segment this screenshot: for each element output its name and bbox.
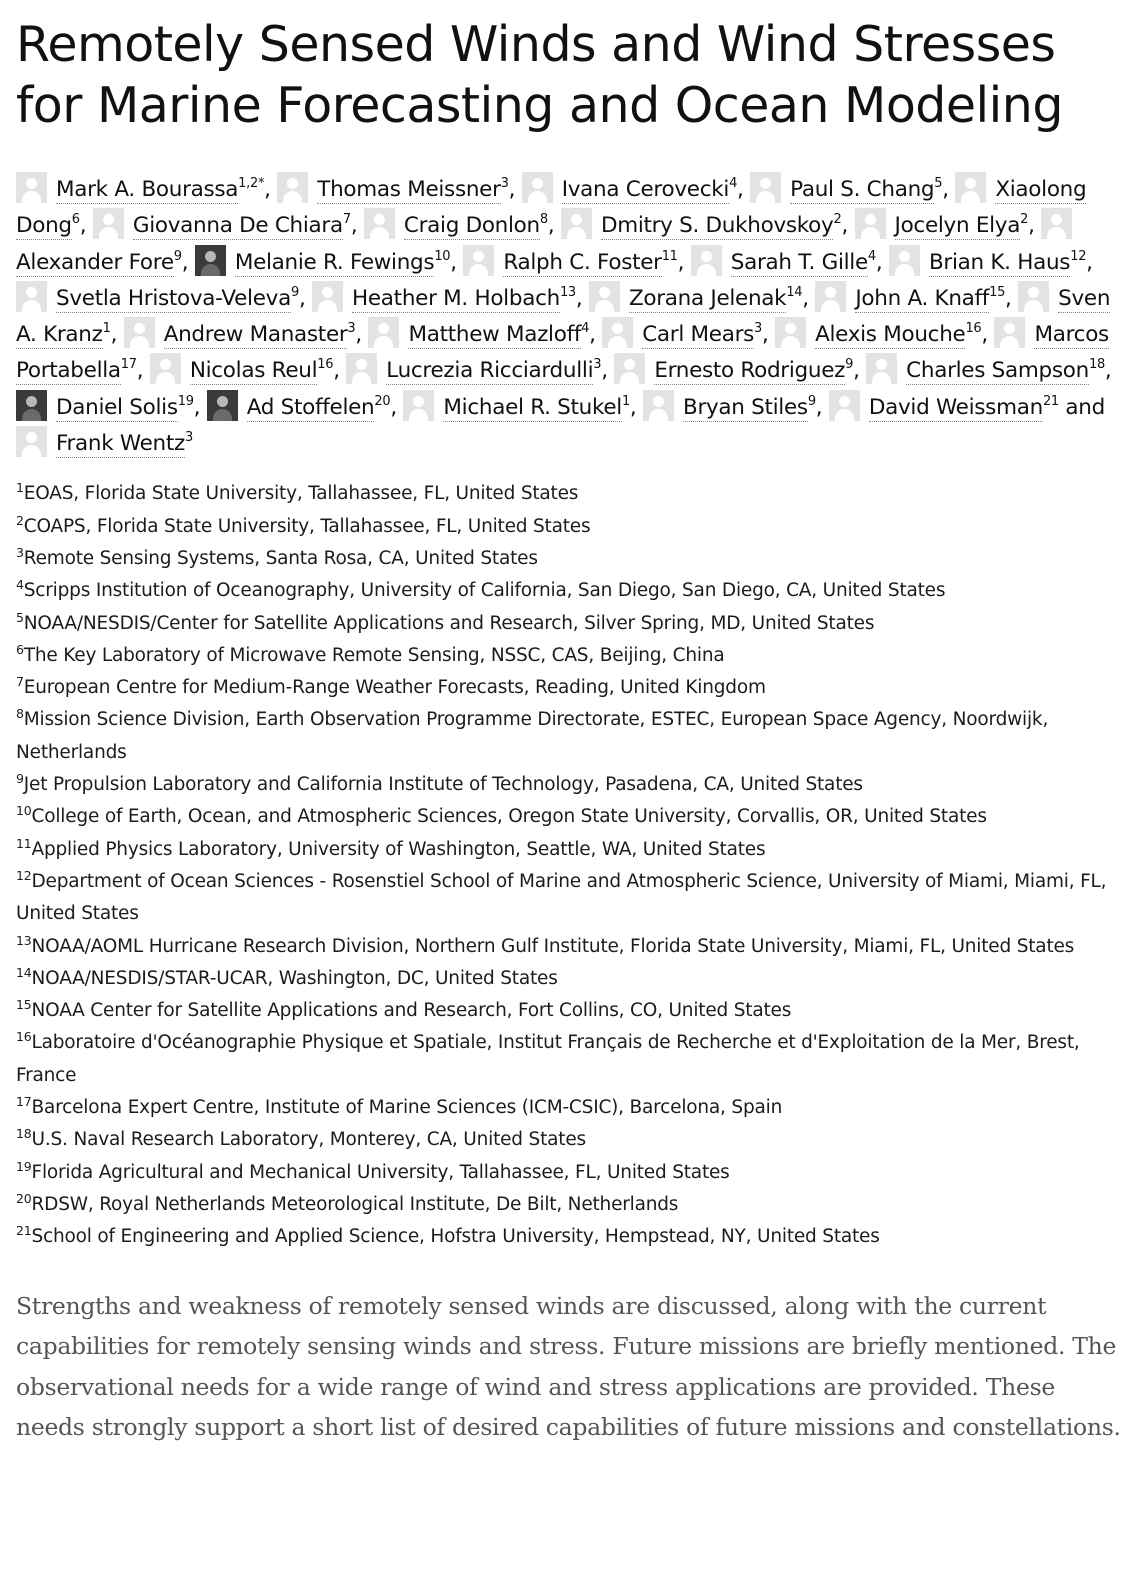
- author-affiliation-mark: 3: [500, 176, 509, 191]
- avatar-placeholder-icon[interactable]: [150, 353, 181, 384]
- affiliation-number: 16: [16, 1029, 32, 1045]
- author-affiliation-mark: 15: [989, 284, 1006, 300]
- avatar-placeholder-icon[interactable]: [643, 390, 674, 421]
- author-entry: [150, 358, 346, 383]
- author-separator: ,: [110, 322, 124, 348]
- avatar-placeholder-icon[interactable]: [16, 281, 47, 312]
- avatar-placeholder-icon[interactable]: [866, 353, 897, 384]
- affiliation-text: European Centre for Medium-Range Weather Forecasts, Reading, United Kingdom: [23, 677, 766, 699]
- author-separator: ,: [390, 394, 404, 420]
- author-entry: [16, 286, 312, 311]
- affiliation-item: [16, 704, 1124, 769]
- avatar-placeholder-icon[interactable]: [994, 317, 1025, 348]
- avatar-placeholder-icon[interactable]: [346, 353, 377, 384]
- affiliation-item: [16, 931, 1124, 963]
- affiliation-number: 2: [16, 512, 24, 528]
- author-entry: [16, 177, 277, 202]
- author-separator: ,: [1104, 358, 1112, 384]
- author-entry: [750, 177, 955, 202]
- author-name-link[interactable]: John A. Knaff: [855, 285, 990, 311]
- affiliation-item: [16, 1124, 1124, 1156]
- author-separator: ,: [942, 177, 956, 202]
- affiliation-number: 20: [16, 1190, 32, 1206]
- author-separator: ,: [841, 213, 855, 239]
- affiliation-number: 6: [16, 641, 24, 657]
- affiliation-text: NOAA Center for Satellite Applications and Research, Fort Collins, CO, United States: [31, 1000, 792, 1022]
- author-separator: ,: [737, 177, 751, 202]
- affiliation-item: [16, 866, 1124, 931]
- affiliation-number: 19: [16, 1158, 32, 1174]
- author-separator: ,: [802, 285, 816, 311]
- author-name-link[interactable]: Giovanna De Chiara: [132, 213, 343, 239]
- affiliation-text: Department of Ocean Sciences - Rosenstiel School of Marine and Atmospheric Science, University of Miami, Miami, FL, United States: [16, 870, 1107, 925]
- avatar-placeholder-icon[interactable]: [1041, 208, 1072, 239]
- affiliation-number: 3: [16, 544, 24, 560]
- author-affiliation-mark: 8: [539, 212, 548, 228]
- author-separator: ,: [136, 358, 150, 384]
- author-affiliation-mark: 4: [581, 321, 590, 337]
- author-entry: [346, 358, 614, 383]
- author-separator: ,: [333, 358, 347, 384]
- avatar-placeholder-icon[interactable]: [403, 390, 434, 421]
- author-entry: [889, 250, 1093, 275]
- author-affiliation-mark: 3: [185, 430, 193, 446]
- author-entry: [312, 286, 589, 311]
- affiliation-item: [16, 672, 1124, 704]
- affiliation-number: 12: [16, 867, 32, 883]
- author-separator: ,: [547, 213, 561, 239]
- avatar-placeholder-icon[interactable]: [829, 390, 860, 421]
- affiliation-text: Florida Agricultural and Mechanical University, Tallahassee, FL, United States: [31, 1161, 730, 1183]
- author-affiliation-mark: 9: [290, 284, 299, 300]
- author-separator: ,: [981, 322, 995, 348]
- author-entry: [866, 358, 1111, 383]
- author-affiliation-mark: 2: [1020, 212, 1029, 228]
- affiliation-item: [16, 834, 1124, 866]
- author-entry: [643, 395, 829, 420]
- author-affiliation-mark: 4: [867, 248, 876, 264]
- affiliation-number: 17: [16, 1094, 32, 1110]
- avatar-placeholder-icon[interactable]: [463, 245, 494, 276]
- affiliation-number: 1: [16, 480, 24, 496]
- affiliation-number: 4: [16, 577, 24, 593]
- author-name-link[interactable]: Svetla Hristova-Veleva: [56, 285, 291, 311]
- author-entry: [589, 286, 815, 311]
- abstract: Strengths and weakness of remotely sensed winds are discussed, along with the current capabilities for remotely sensing winds and stress. Future missions are briefly mentioned. The observational needs for a wide range of wind and stress applications are provided. These needs strongly support a short list of desired capabilities of future missions and constellations.: [16, 1291, 1121, 1441]
- author-affiliation-mark: 9: [807, 393, 816, 409]
- author-separator: ,: [264, 177, 278, 202]
- author-separator: ,: [1086, 249, 1093, 275]
- author-separator: ,: [1005, 285, 1019, 311]
- author-name-link[interactable]: Charles Sampson: [906, 358, 1089, 384]
- author-name-link[interactable]: Sven A. Kranz: [16, 285, 1111, 348]
- author-name-link[interactable]: Alexis Mouche: [815, 322, 966, 348]
- author-entry: [561, 213, 855, 238]
- affiliation-item: [16, 963, 1124, 995]
- affiliation-item: [16, 1092, 1124, 1124]
- author-entry: [522, 177, 750, 202]
- affiliation-text: Remote Sensing Systems, Santa Rosa, CA, United States: [23, 547, 538, 569]
- avatar-placeholder-icon[interactable]: [16, 426, 47, 457]
- author-name-link[interactable]: Heather M. Holbach: [352, 285, 560, 311]
- affiliation-number: 21: [16, 1223, 32, 1239]
- affiliation-number: 14: [16, 964, 32, 980]
- author-affiliation-mark: 1: [102, 321, 111, 337]
- affiliation-item: [16, 608, 1124, 640]
- affiliation-number: 13: [16, 932, 32, 948]
- author-separator: ,: [355, 322, 369, 348]
- affiliation-item: [16, 511, 1124, 543]
- author-name-link[interactable]: Andrew Manaster: [163, 322, 348, 348]
- author-affiliation-mark: 3: [754, 321, 762, 337]
- affiliation-text: Laboratoire d'Océanographie Physique et Spatiale, Institut Français de Recherche et d'Exploitation de la Mer, Brest, France: [16, 1032, 1080, 1086]
- author-affiliation-mark: 1,2*: [238, 176, 265, 191]
- author-separator: ,: [181, 249, 195, 275]
- author-affiliation-mark: 18: [1088, 357, 1105, 373]
- author-separator: ,: [601, 358, 615, 384]
- affiliation-text: U.S. Naval Research Laboratory, Monterey, CA, United States: [31, 1129, 586, 1151]
- author-name-link[interactable]: Lucrezia Ricciardulli: [386, 358, 594, 384]
- affiliation-text: EOAS, Florida State University, Tallahassee, FL, United States: [23, 483, 579, 505]
- author-separator: ,: [298, 285, 313, 311]
- affiliation-number: 5: [16, 609, 24, 625]
- affiliation-text: Jet Propulsion Laboratory and California Institute of Technology, Pasadena, CA, United States: [23, 774, 863, 796]
- author-entry: [855, 213, 1042, 238]
- author-entry: [602, 322, 775, 347]
- author-separator: ,: [350, 213, 364, 239]
- author-name-link[interactable]: David Weissman: [868, 394, 1043, 420]
- affiliation-number: 7: [16, 674, 24, 690]
- author-name-link[interactable]: Ernesto Rodriguez: [654, 358, 846, 384]
- author-entry: [207, 395, 404, 420]
- author-affiliation-mark: 5: [934, 176, 943, 191]
- author-entry: [93, 213, 364, 238]
- avatar-placeholder-icon[interactable]: [368, 317, 399, 348]
- affiliation-item: [16, 801, 1124, 833]
- author-separator: ,: [629, 394, 643, 420]
- affiliation-item: [16, 478, 1124, 510]
- affiliation-item: [16, 1027, 1124, 1092]
- author-name-link[interactable]: Jocelyn Elya: [894, 213, 1021, 239]
- author-name-link[interactable]: Ad Stoffelen: [246, 394, 375, 420]
- author-affiliation-mark: 12: [1070, 248, 1087, 264]
- affiliation-text: Applied Physics Laboratory, University of Washington, Seattle, WA, United States: [31, 838, 766, 860]
- author-affiliation-mark: 4: [729, 176, 738, 191]
- avatar-placeholder-icon[interactable]: [889, 245, 920, 276]
- article-title: Remotely Sensed Winds and Wind Stresses for Marine Forecasting and Ocean Modeling: [16, 16, 1063, 134]
- author-affiliation-mark: 3: [593, 357, 602, 373]
- author-name-link[interactable]: Sarah T. Gille: [730, 249, 868, 275]
- author-affiliation-mark: 9: [845, 357, 854, 373]
- affiliation-item: [16, 1221, 1124, 1253]
- avatar-placeholder-icon[interactable]: [1018, 281, 1049, 312]
- author-name-link[interactable]: Mark A. Bourassa: [56, 177, 239, 202]
- affiliation-number: 8: [16, 706, 24, 722]
- avatar-placeholder-icon[interactable]: [750, 172, 781, 203]
- avatar-placeholder-icon[interactable]: [364, 208, 395, 239]
- avatar-placeholder-icon[interactable]: [815, 281, 846, 312]
- affiliation-list: [16, 478, 1124, 1253]
- avatar-placeholder-icon[interactable]: [124, 317, 155, 348]
- author-name-link[interactable]: Thomas Meissner: [317, 177, 501, 202]
- avatar-placeholder-icon[interactable]: [614, 353, 645, 384]
- avatar-placeholder-icon[interactable]: [589, 281, 620, 312]
- author-affiliation-mark: 3: [347, 321, 356, 337]
- author-name-link[interactable]: Zorana Jelenak: [628, 285, 787, 311]
- author-affiliation-mark: 2: [833, 212, 842, 228]
- author-photo[interactable]: [16, 390, 47, 421]
- author-name-link[interactable]: Bryan Stiles: [683, 394, 808, 420]
- affiliation-item: [16, 1189, 1124, 1221]
- author-affiliation-mark: 20: [374, 393, 391, 409]
- author-affiliation-mark: 9: [173, 248, 182, 264]
- author-separator: ,: [193, 394, 207, 420]
- author-name-link[interactable]: Marcos Portabella: [16, 322, 1109, 384]
- affiliation-text: Barcelona Expert Centre, Institute of Marine Sciences (ICM-CSIC), Barcelona, Spain: [31, 1097, 783, 1119]
- avatar-placeholder-icon[interactable]: [16, 172, 47, 203]
- affiliation-text: Scripps Institution of Oceanography, University of California, San Diego, San Diego, CA, United States: [23, 580, 946, 602]
- affiliation-text: NOAA/NESDIS/STAR-UCAR, Washington, DC, United States: [31, 967, 558, 989]
- author-entry: [195, 250, 464, 275]
- author-entry: [16, 431, 193, 456]
- author-affiliation-mark: 10: [434, 248, 451, 264]
- author-separator: ,: [677, 249, 691, 275]
- author-separator: ,: [875, 249, 889, 275]
- affiliation-item: [16, 769, 1124, 801]
- author-name-link[interactable]: Daniel Solis: [56, 394, 178, 420]
- affiliation-text: Mission Science Division, Earth Observation Programme Directorate, ESTEC, European Space Agency, Noordwijk, Netherlands: [16, 709, 1049, 763]
- author-name-link[interactable]: Ralph C. Foster: [503, 249, 662, 275]
- author-affiliation-mark: 14: [786, 284, 803, 300]
- avatar-placeholder-icon[interactable]: [277, 172, 308, 203]
- author-separator: ,: [575, 285, 589, 311]
- affiliation-item: [16, 995, 1124, 1027]
- author-name-link[interactable]: Nicolas Reul: [189, 358, 318, 384]
- author-separator: ,: [79, 213, 93, 239]
- affiliation-number: 18: [16, 1126, 32, 1142]
- author-separator: and: [1058, 394, 1105, 420]
- author-affiliation-mark: 13: [559, 284, 576, 300]
- author-entry: [463, 250, 690, 275]
- author-name-link[interactable]: Dmitry S. Dukhovskoy: [600, 213, 834, 239]
- author-affiliation-mark: 19: [177, 393, 194, 409]
- author-affiliation-mark: 21: [1042, 393, 1059, 409]
- author-entry: [124, 322, 369, 347]
- author-name-link[interactable]: Craig Donlon: [403, 213, 540, 239]
- avatar-placeholder-icon[interactable]: [955, 172, 986, 203]
- author-separator: ,: [1028, 213, 1042, 239]
- author-affiliation-mark: 17: [120, 357, 137, 373]
- author-name-link[interactable]: Brian K. Haus: [928, 249, 1071, 275]
- author-separator: ,: [762, 322, 776, 348]
- author-entry: [815, 286, 1018, 311]
- author-entry: [691, 250, 889, 275]
- author-name-link[interactable]: Matthew Mazloff: [408, 322, 582, 348]
- author-affiliation-mark: 7: [342, 212, 351, 228]
- author-affiliation-mark: 16: [965, 321, 982, 337]
- affiliation-item: [16, 575, 1124, 607]
- avatar-placeholder-icon[interactable]: [602, 317, 633, 348]
- affiliation-number: 15: [16, 997, 32, 1013]
- avatar-placeholder-icon[interactable]: [312, 281, 343, 312]
- author-entry: [277, 177, 521, 202]
- author-separator: ,: [508, 177, 522, 202]
- author-name-link[interactable]: Carl Mears: [642, 322, 755, 348]
- affiliation-number: 9: [16, 771, 24, 787]
- affiliation-text: RDSW, Royal Netherlands Meteorological Institute, De Bilt, Netherlands: [31, 1193, 679, 1215]
- avatar-placeholder-icon[interactable]: [691, 245, 722, 276]
- affiliation-text: COAPS, Florida State University, Tallahassee, FL, United States: [23, 515, 591, 537]
- author-entry: [403, 395, 643, 420]
- author-separator: ,: [815, 394, 829, 420]
- affiliation-text: The Key Laboratory of Microwave Remote Sensing, NSSC, CAS, Beijing, China: [23, 644, 725, 666]
- author-name-link[interactable]: Xiaolong Dong: [16, 177, 1087, 239]
- author-name-link[interactable]: Melanie R. Fewings: [234, 249, 435, 275]
- avatar-placeholder-icon[interactable]: [855, 208, 886, 239]
- author-name-link[interactable]: Michael R. Stukel: [443, 394, 622, 420]
- affiliation-item: [16, 640, 1124, 672]
- author-entry: [364, 213, 561, 238]
- affiliation-number: 11: [16, 835, 32, 851]
- affiliation-text: NOAA/AOML Hurricane Research Division, Northern Gulf Institute, Florida State University, Miami, FL, United States: [31, 935, 1075, 957]
- affiliation-item: [16, 543, 1124, 575]
- affiliation-text: NOAA/NESDIS/Center for Satellite Applications and Research, Silver Spring, MD, United States: [23, 612, 875, 634]
- author-affiliation-mark: 1: [621, 393, 630, 409]
- author-entry: [829, 395, 1105, 420]
- author-photo[interactable]: [195, 245, 226, 276]
- avatar-placeholder-icon[interactable]: [775, 317, 806, 348]
- avatar-placeholder-icon[interactable]: [522, 172, 553, 203]
- author-affiliation-mark: 6: [71, 212, 80, 228]
- author-photo[interactable]: [207, 390, 238, 421]
- author-separator: ,: [589, 322, 603, 348]
- author-entry: [775, 322, 994, 347]
- author-entry: [614, 358, 866, 383]
- author-entry: [16, 395, 207, 420]
- affiliation-text: College of Earth, Ocean, and Atmospheric Sciences, Oregon State University, Corvallis, OR, United States: [31, 806, 987, 828]
- affiliation-text: School of Engineering and Applied Science, Hofstra University, Hempstead, NY, United States: [31, 1226, 880, 1248]
- affiliation-number: 10: [16, 803, 32, 819]
- author-name-link[interactable]: Frank Wentz: [56, 431, 185, 457]
- affiliation-item: [16, 1157, 1124, 1189]
- author-list: [16, 172, 1124, 462]
- author-name-link[interactable]: Paul S. Chang: [790, 177, 935, 202]
- avatar-placeholder-icon[interactable]: [561, 208, 592, 239]
- avatar-placeholder-icon[interactable]: [93, 208, 124, 239]
- author-affiliation-mark: 16: [317, 357, 334, 373]
- author-separator: ,: [450, 249, 464, 275]
- author-entry: [368, 322, 602, 347]
- author-affiliation-mark: 11: [661, 248, 678, 264]
- author-name-link[interactable]: Ivana Cerovecki: [561, 177, 730, 202]
- author-name-link[interactable]: Alexander Fore: [16, 249, 174, 275]
- author-separator: ,: [853, 358, 867, 384]
